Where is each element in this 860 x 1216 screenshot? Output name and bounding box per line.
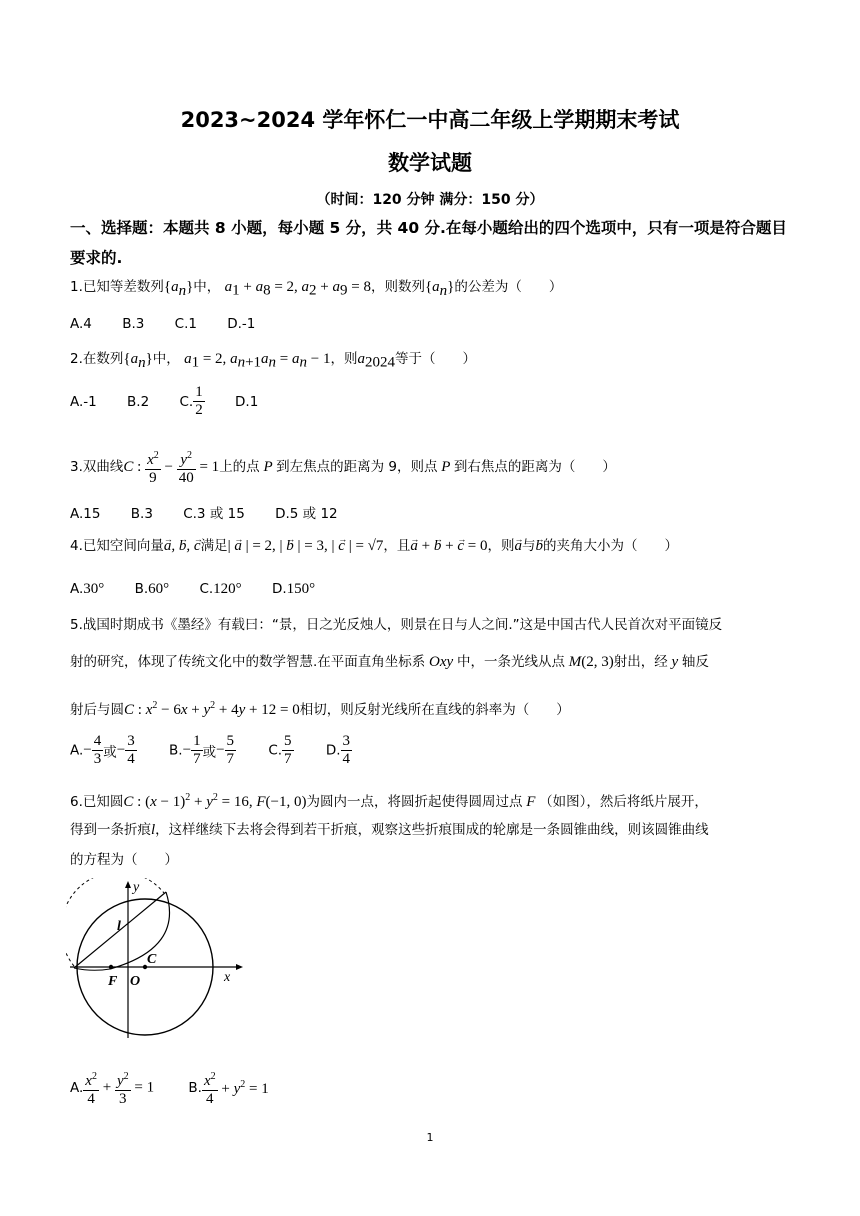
question-5-line-3: 射后与圆C : $x^2 - 6x + y^2 + 4y + 12 = 0$相切，则反射光线所在直线的斜率为（ ） bbox=[70, 700, 570, 718]
y-axis-arrow bbox=[125, 881, 131, 888]
question-3: 3.双曲线C : $\frac{x^2}{9}$ − $\frac{y^2}{40}$ = 1上的点 P 到左焦点的距离为 9，则点 P 到右焦点的距离为（ ） bbox=[70, 447, 800, 487]
q6-text-a: 6.已知圆 bbox=[70, 794, 124, 810]
question-5-line-1: 5.战国时期成书《墨经》有载曰：“景，日之光反烛人，则景在日与人之间.”这是中国古代人民首次对平面镜反 bbox=[70, 617, 723, 633]
q4-mid1: 满足 bbox=[200, 538, 228, 554]
label-o: O bbox=[130, 974, 141, 989]
q4-option-d-value: 150° bbox=[286, 581, 316, 597]
q1-option-b: B.3 bbox=[122, 316, 145, 332]
question-1: 1.已知等差数列$\{a_n\}$中， $a_1 + a_8 = 2$, $a_2 + a_9 = 8$，则数列$\{a_n\}$的公差为（ ） bbox=[70, 279, 563, 299]
q6-text-d: 得到一条折痕 bbox=[70, 822, 151, 838]
q2-option-c: C. bbox=[179, 393, 194, 410]
question-6-line-3: 的方程为（ ） bbox=[70, 852, 178, 868]
q2-prefix: 2.在数列 bbox=[70, 351, 124, 367]
q5-text-d: 轴反 bbox=[681, 654, 709, 670]
question-4: 4.已知空间向量→ a, → b, → c满足| → a | = 2, | → b | = 3, | → c | = √7，且→ a + → b + → c = 0，则→ a与→ b的夹角大小为（ ） bbox=[70, 536, 800, 556]
q5-text-c: 射出，经 bbox=[613, 654, 668, 670]
q5-option-c: C. bbox=[268, 742, 283, 759]
exam-title: 2023~2024 学年怀仁一中高二年级上学期期末考试 bbox=[180, 108, 680, 132]
q4-options bbox=[70, 581, 341, 598]
q4-option-a-value: 30° bbox=[83, 581, 105, 597]
q2-option-d: D.1 bbox=[235, 393, 259, 410]
q6-options: A. $\frac{x^2}{4}$ + $\frac{y^2}{3}$ = 1 B. $\frac{x^2}{4}$ + $y^2 = 1$ bbox=[70, 1068, 269, 1108]
q5-text-f: 相切，则反射光线所在直线的斜率为（ ） bbox=[299, 702, 570, 718]
q4-option-d: D. bbox=[271, 581, 287, 597]
q2-suffix: 等于（ ） bbox=[394, 351, 476, 367]
q3-prefix: 3.双曲线 bbox=[70, 459, 124, 475]
folded-arc-tail bbox=[74, 968, 110, 970]
page-number: 1 bbox=[426, 1131, 434, 1144]
q6-figure bbox=[66, 878, 246, 1040]
exam-subtitle: 数学试题 bbox=[388, 151, 472, 175]
q5-options: A.− $\frac{4}{3}$ 或− $\frac{3}{4}$ B.− $\frac{1}{7}$ 或− $\frac{5}{7}$ C. $\frac{5}{7}$ D. $\frac{3}{4}$ bbox=[70, 733, 351, 767]
q5-text-b: 中，一条光线从点 bbox=[456, 654, 565, 670]
label-f: F bbox=[108, 974, 118, 989]
q2-mid2: ，则 bbox=[330, 351, 358, 367]
q5-option-b: B. bbox=[169, 742, 183, 759]
q3-option-b: B.3 bbox=[130, 506, 153, 522]
q5-option-d: D. bbox=[325, 742, 341, 759]
q5-text-e: 射后与圆 bbox=[70, 702, 124, 718]
x-axis-arrow bbox=[236, 964, 243, 970]
q1-suffix: 的公差为（ ） bbox=[454, 279, 563, 295]
q4-mid2: ，且 bbox=[383, 538, 411, 554]
label-c: C bbox=[147, 952, 157, 967]
q1-option-d: D.-1 bbox=[227, 316, 256, 332]
q4-option-b-value: 60° bbox=[148, 581, 170, 597]
q4-suffix: 的夹角大小为（ ） bbox=[542, 538, 678, 554]
q6-text-e: ，这样继续下去将会得到若干折痕，观察这些折痕围成的轮廓是一条圆锥曲线，则该圆锥曲线 bbox=[155, 822, 709, 838]
q6-option-a: A. bbox=[70, 1080, 84, 1096]
q1-prefix: 1.已知等差数列 bbox=[70, 279, 164, 295]
q4-option-c-value: 120° bbox=[213, 581, 242, 597]
exam-info: （时间：120 分钟 满分：150 分） bbox=[316, 192, 544, 208]
q1-mid2: ，则数列 bbox=[370, 279, 425, 295]
q6-text-c: （如图），然后将纸片展开， bbox=[539, 794, 708, 810]
q2-option-b: B.2 bbox=[127, 393, 150, 410]
q2-options: A.-1 B.2 C. $\frac{1}{2}$ D.1 bbox=[70, 384, 259, 418]
q3-suffix: 到右焦点的距离为（ ） bbox=[453, 459, 616, 475]
q1-option-a: A.4 bbox=[70, 316, 92, 332]
q6-text-b: 为圆内一点，将圆折起使得圆周过点 bbox=[306, 794, 523, 810]
point-f bbox=[109, 965, 113, 969]
q4-option-c: C. bbox=[199, 581, 214, 597]
question-2: 2.在数列$\{a_n\}$中， $a_1 = 2$, $a_{n+1}a_n = a_n - 1$，则$a_{2024}$等于（ ） bbox=[70, 351, 476, 371]
q2-mid1: 中， bbox=[152, 351, 180, 367]
question-6-line-2: 得到一条折痕l，这样继续下去将会得到若干折痕，观察这些折痕围成的轮廓是一条圆锥曲线，则该圆锥曲线 bbox=[70, 822, 709, 838]
question-6-line-1: 6.已知圆C : $(x - 1)^2 + y^2 = 16$, F(−1, 0)为圆内一点，将圆折起使得圆周过点 F （如图），然后将纸片展开， bbox=[70, 792, 708, 810]
q5-option-a: A. bbox=[70, 742, 84, 759]
question-5-line-2: 射的研究，体现了传统文化中的数学智慧.在平面直角坐标系 Oxy 中，一条光线从点 M(2, 3)射出，经 y 轴反 bbox=[70, 654, 709, 670]
q1-options bbox=[70, 316, 281, 332]
q3-options bbox=[70, 502, 364, 522]
q3-mid1: 上的点 bbox=[219, 459, 260, 475]
q4-mid3: ，则 bbox=[487, 538, 515, 554]
q5-text-a: 射的研究，体现了传统文化中的数学智慧.在平面直角坐标系 bbox=[70, 654, 426, 670]
label-x: x bbox=[224, 970, 231, 985]
label-l: l bbox=[117, 919, 121, 934]
q3-option-d: D.5 或 12 bbox=[275, 506, 338, 522]
q6-option-b: B. bbox=[188, 1080, 202, 1096]
q3-option-c: C.3 或 15 bbox=[183, 506, 245, 522]
q1-option-c: C.1 bbox=[174, 316, 197, 332]
q4-option-b: B. bbox=[134, 581, 149, 597]
q4-option-a: A. bbox=[70, 581, 84, 597]
q5-option-a-or: 或 bbox=[103, 744, 117, 761]
section-heading: 一、选择题：本题共 8 小题，每小题 5 分，共 40 分.在每小题给出的四个选项中，只有一项是符合题目要求的. bbox=[70, 219, 787, 267]
q2-option-a: A.-1 bbox=[70, 393, 97, 410]
q1-mid1: 中， bbox=[193, 279, 221, 295]
q4-mid4: 与 bbox=[521, 538, 536, 554]
label-y: y bbox=[133, 880, 140, 895]
q3-option-a: A.15 bbox=[70, 506, 101, 522]
q3-mid2: 到左焦点的距离为 9，则点 bbox=[276, 459, 438, 475]
q5-option-b-or: 或 bbox=[202, 744, 217, 761]
q4-prefix: 4.已知空间向量 bbox=[70, 538, 164, 554]
